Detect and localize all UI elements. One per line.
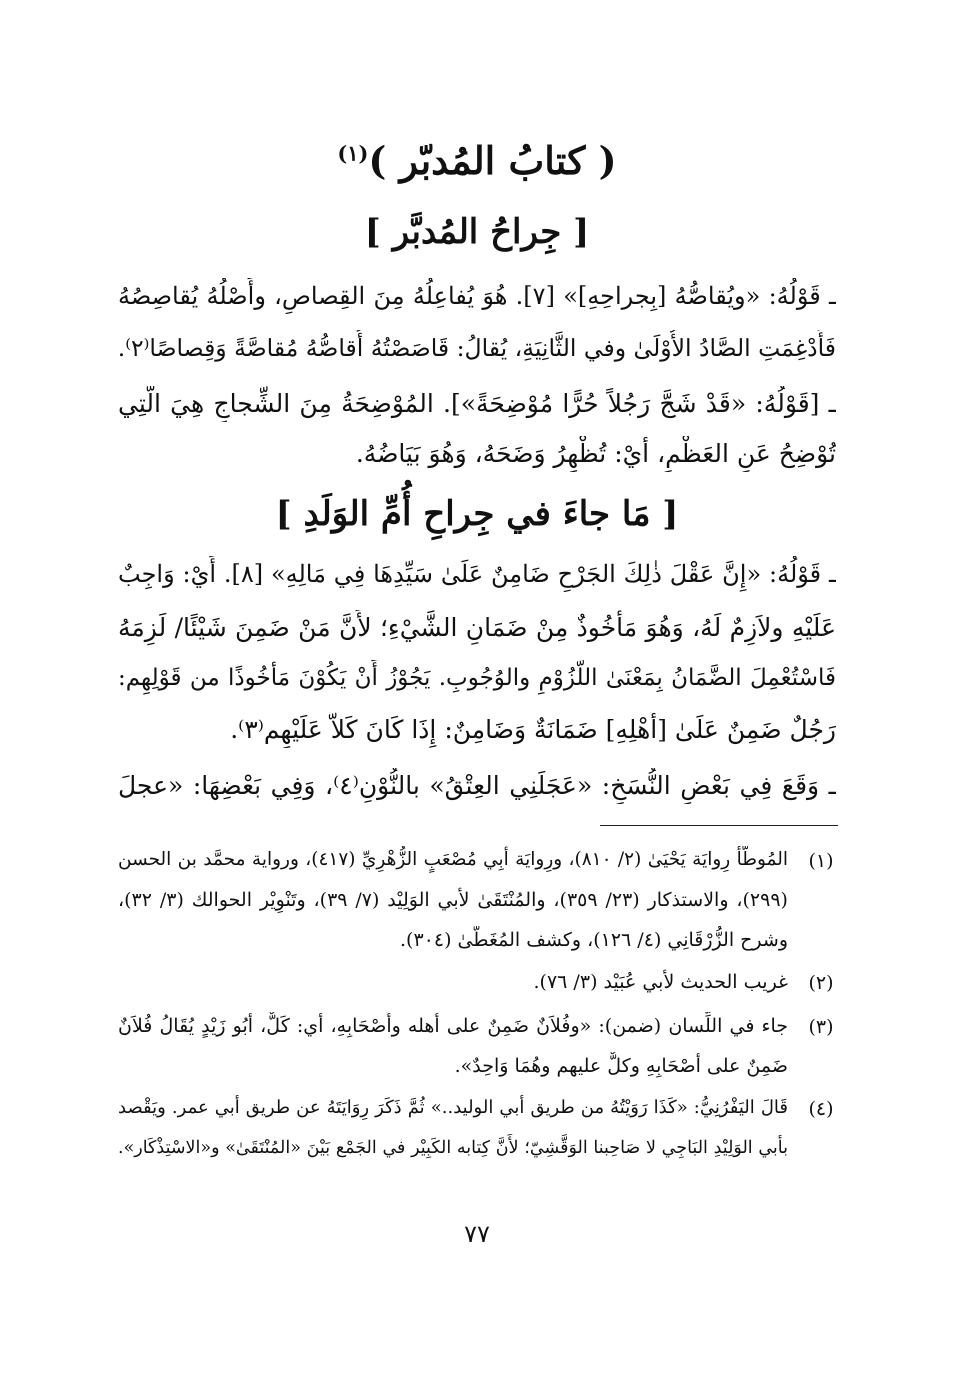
footnote-2-line-1: غريب الحديث لأبي عُبَيْد (٣/ ٧٦). (533, 971, 788, 993)
page-number: ٧٧ (464, 1220, 490, 1248)
footnote-1-line-1: المُوطَّأ رِوايَة يَحْيَىٰ (٢/ ٨١٠)، ورِوايَة أَبِي مُصْعَبٍ الزُّهْرِيِّ (٤١٧)، ورواية محمَّد بن الحسن (118, 849, 788, 870)
body-line-1: ـ قَوْلُهُ: «ويُقاصُّهُ [بِجراحِهِ]» [٧]. هُوَ يُفاعِلُهُ مِنَ القِصاصِ، وأَصْلُهُ يُقاصِصُهُ (118, 282, 836, 310)
section-heading-2: [ مَا جاءَ في جِراحِ أُمِّ الوَلَدِ ] (275, 494, 679, 534)
footnote-1-line-3: وشرح الزُّرْقَانِي (٤/ ١٢٦)، وكشف المُغَطَّىٰ (٣٠٤). (400, 929, 788, 951)
body-line-2: فَأُدْغِمَتِ الصَّادُ الأُوْلَىٰ وفي الثَّانِيَةِ، يُقالُ: قَاصَصْتُهُ أُقاصُّهُ مُقاصَّةً وَقِصاصًا⁽٢⁾. (118, 334, 836, 362)
footnote-1-line-2: (٢٩٩)، والاستذكار (٢٣/ ٣٥٩)، والمُنْتَقَىٰ لأبي الوَلِيْد (٧/ ٣٩)، وتَنْوِيْر الحوالك (٣/ ٣٢)، (118, 889, 788, 911)
footnote-2-number: (٢) (808, 972, 834, 994)
chapter-title-text: ( كتابُ المُدبّر ) (368, 138, 617, 183)
body-line-6: عَلَيْهِ ولاَزِمٌ لَهُ، وَهُوَ مَأْخُوذٌ مِنْ ضَمَانِ الشَّيْءِ؛ لأَنَّ مَنْ ضَمِنَ شَيْئًا/ لَزِمَهُ (118, 613, 836, 642)
body-line-7: فَاسْتُعْمِلَ الضَّمَانُ بِمَعْنَىٰ اللُّزُوْمِ والوُجُوبِ. يَجُوْزُ أَنْ يَكُوْنَ مَأْخُوذًا من قَوْلِهِم: (118, 665, 836, 691)
footnote-separator (600, 825, 838, 826)
footnote-4-line-1: قَالَ اليَفْرُنِيُّ: «كَذَا رَوَيْتُهُ من طريق أبي الوليد..» ثُمَّ ذَكَرَ رِوَايَتَهُ عن طريق أبي عمر. ويَقْصد (118, 1097, 788, 1118)
footnote-3-line-1: جاء في اللِّسان (ضمن): «وفُلاَنٌ ضَمِنٌ على أهله وأَصْحَابِهِ، أي: كَلٌّ، أبُو زَيْدٍ يُقَالُ فُلاَنٌ (118, 1015, 788, 1037)
body-line-4: تُوْضِحُ عَنِ العَظْمِ، أَيْ: تُظْهِرُ وَضَحَهُ، وَهُوَ بَيَاضُهُ. (355, 439, 836, 468)
section-heading-1: [ جِراحُ المُدبَّر ] (364, 212, 590, 252)
footnote-4-line-2: بأبي الوَلِيْدِ البَاجِي لا صَاحِبنا الوَقَّشِيّ؛ لأَنَّ كِتابه الكَبِيْر في الجَمْع بَيْنَ «المُنْتَقَىٰ» و«الاسْتِذْكَار». (118, 1138, 788, 1158)
footnote-3-number: (٣) (808, 1016, 834, 1038)
body-line-8: رَجُلٌ ضَمِنٌ عَلَىٰ [أَهْلِهِ] ضَمَانَةٌ وَضَامِنٌ: إِذَا كَانَ كَلاًّ عَلَيْهِم⁽٣⁾. (230, 715, 836, 744)
body-line-9: ـ وَقَعَ فِي بَعْضِ النُّسَخِ: «عَجَلَنِي العِتْقُ» بالنُّوْنِ⁽٤⁾، وَفِي بَعْضِهَا: «عجلَ (118, 771, 836, 800)
chapter-title-footnote-ref: (١) (337, 140, 369, 166)
body-line-3: ـ [قَوْلُهُ: «قَدْ شَجَّ رَجُلاً حُرًّا مُوْضِحَةً»]. المُوْضِحَةُ مِنَ الشِّجاجِ هِيَ الَّتِي (118, 389, 836, 418)
footnote-4-number: (٤) (808, 1098, 834, 1120)
body-line-5: ـ قَوْلُهُ: «إِنَّ عَقْلَ ذٰلِكَ الجَرْحِ ضَامِنٌ عَلَىٰ سَيِّدِهَا فِي مَالِهِ» [٨]. أَيْ: وَاجِبٌ (118, 560, 836, 588)
footnote-1-number: (١) (808, 850, 834, 872)
chapter-title (0, 138, 954, 183)
footnote-3-line-2: ضَمِنٌ على أَصْحَابِهِ وكلٌّ عليهم وهُمَا وَاحِدٌ». (454, 1055, 788, 1077)
